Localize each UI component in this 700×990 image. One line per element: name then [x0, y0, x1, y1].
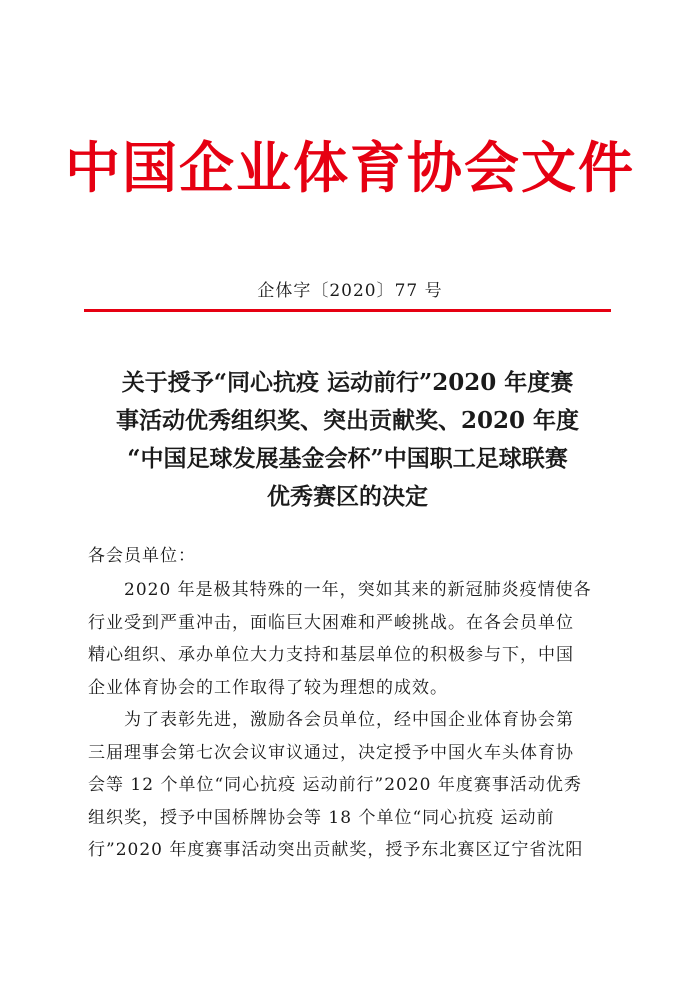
body-line: 组织奖，授予中国桥牌协会等 18 个单位“同心抗疫 运动前 — [88, 807, 555, 828]
body-line: 会等 12 个单位“同心抗疫 运动前行”2020 年度赛事活动优秀 — [88, 775, 582, 795]
title-line: 事活动优秀组织奖、突出贡献奖、2020 年度 — [115, 407, 580, 434]
body-line: 为了表彰先进，激励各会员单位，经中国企业体育协会第 — [124, 710, 574, 730]
title-line: “中国足球发展基金会杯”中国职工足球联赛 — [127, 445, 568, 472]
body-line: 2020 年是极其特殊的一年，突如其来的新冠肺炎疫情使各 — [124, 580, 592, 600]
body-line: 企业体育协会的工作取得了较为理想的成效。 — [88, 677, 448, 698]
title-line: 关于授予“同心抗疫 运动前行”2020 年度赛 — [121, 369, 574, 396]
body-line: 行”2020 年度赛事活动突出贡献奖，授予东北赛区辽宁省沈阳 — [88, 840, 584, 860]
body-line: 行业受到严重冲击，面临巨大困难和严峻挑战。在各会员单位 — [88, 612, 574, 633]
title-line: 优秀赛区的决定 — [267, 483, 428, 510]
body-line: 三届理事会第七次会议审议通过，决定授予中国火车头体育协 — [88, 742, 574, 763]
document-number: 企体字〔2020〕77 号 — [257, 281, 443, 301]
salutation: 各会员单位： — [88, 546, 196, 566]
document-body — [88, 574, 613, 867]
red-divider-line — [84, 309, 611, 312]
body-line: 精心组织、承办单位大力支持和基层单位的积极参与下，中国 — [88, 645, 574, 665]
document-title — [84, 364, 611, 516]
document-header-title: 中国企业体育协会文件 — [64, 136, 635, 200]
